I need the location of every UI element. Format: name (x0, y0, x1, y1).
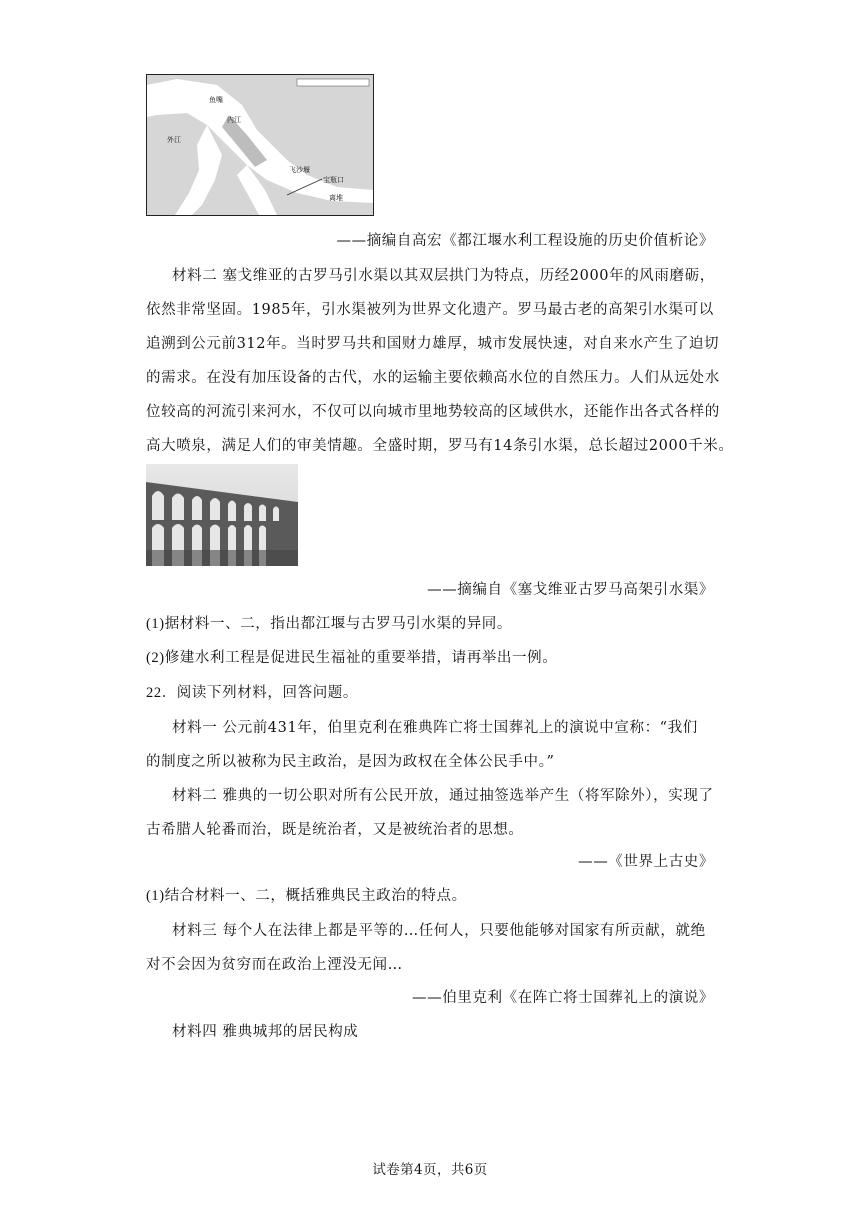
source-1: ——摘编自高宏《都江堰水利工程设施的历史价值析论》 (336, 233, 714, 249)
map-label-yuzui: 鱼嘴 (209, 96, 223, 104)
source-3: ——《世界上古史》 (578, 854, 714, 870)
aqueduct-photo (146, 464, 298, 566)
q22-material2-line-1: 材料二 雅典的一切公职对所有公民开放，通过抽签选举产生（将军除外），实现了 (172, 788, 714, 804)
map-label-lidui: 离堆 (329, 194, 343, 202)
source-4: ——伯里克利《在阵亡将士国葬礼上的演说》 (412, 990, 714, 1006)
question-22: 22．阅读下列材料，回答问题。 (146, 685, 358, 701)
aqueduct-drawing (146, 464, 298, 566)
question-21-1: (1)据材料一、二，指出都江堰与古罗马引水渠的异同。 (146, 616, 513, 632)
question-21-2: (2)修建水利工程是促进民生福祉的重要举措，请再举出一例。 (146, 650, 558, 666)
material2-line-3: 追溯到公元前312年。当时罗马共和国财力雄厚，城市发展快速，对自来水产生了迫切 (146, 336, 720, 352)
q22-material3-line-1: 材料三 每个人在法律上都是平等的…任何人，只要他能够对国家有所贡献，就绝 (172, 923, 706, 939)
material2-line-2: 依然非常坚固。1985年，引水渠被列为世界文化遗产。罗马最古老的高架引水渠可以 (146, 302, 714, 318)
map-label-neijiang: 内江 (227, 116, 241, 124)
material2-line-4: 的需求。在没有加压设备的古代，水的运输主要依赖高水位的自然压力。人们从远处水 (146, 370, 720, 386)
map-label-baopingkou: 宝瓶口 (323, 176, 344, 184)
map-label-feishayan: 飞沙堰 (289, 166, 310, 174)
q22-material4: 材料四 雅典城邦的居民构成 (172, 1024, 359, 1040)
question-22-1: (1)结合材料一、二，概括雅典民主政治的特点。 (146, 888, 467, 904)
material2-line-5: 位较高的河流引来河水，不仅可以向城市里地势较高的区域供水，还能作出各式各样的 (146, 404, 720, 420)
page-footer: 试卷第4页，共6页 (372, 1162, 488, 1178)
source-2: ——摘编自《塞戈维亚古罗马高架引水渠》 (427, 582, 714, 598)
map-label-waijiang: 外江 (167, 136, 181, 144)
material2-line-6: 高大喷泉，满足人们的审美情趣。全盛时期，罗马有14条引水渠，总长超过2000千米。 (146, 438, 734, 454)
q22-material2-line-2: 古希腊人轮番而治，既是统治者，又是被统治者的思想。 (146, 822, 524, 838)
material2-line-1: 材料二 塞戈维亚的古罗马引水渠以其双层拱门为特点，历经2000年的风雨磨砺， (172, 268, 715, 284)
q22-material3-line-2: 对不会因为贫穷而在政治上湮没无闻… (146, 957, 403, 973)
dujiangyan-map (146, 74, 374, 216)
q22-material1-line-2: 的制度之所以被称为民主政治，是因为政权在全体公民手中。” (146, 754, 555, 770)
q22-material1-line-1: 材料一 公元前431年，伯里克利在雅典阵亡将士国葬礼上的演说中宣称：“我们 (172, 720, 698, 736)
